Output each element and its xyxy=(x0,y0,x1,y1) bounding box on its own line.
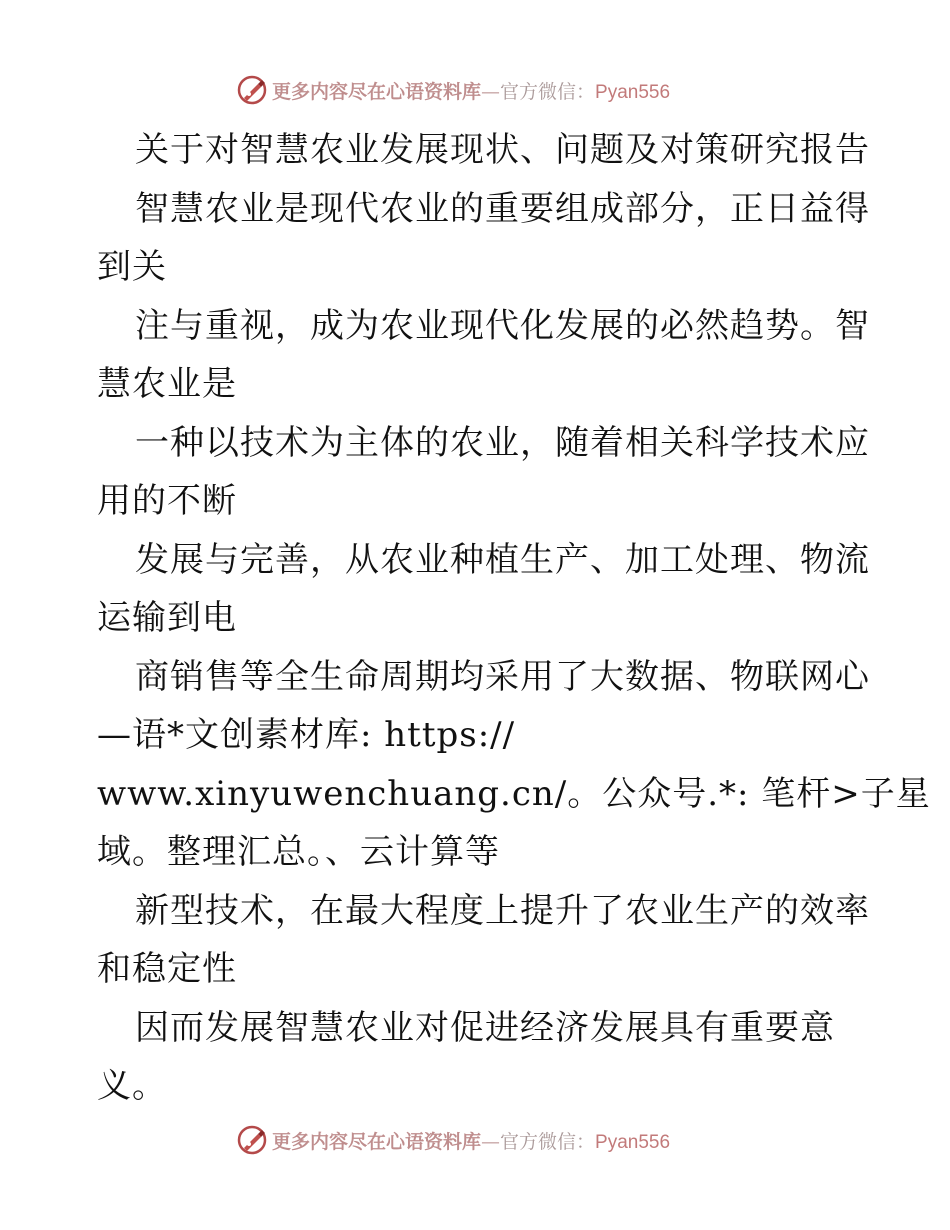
banner-dash: — xyxy=(481,1130,501,1153)
banner-text xyxy=(272,1127,670,1154)
banner-wechat-id: Pyan556 xyxy=(595,81,671,103)
paragraph-line: 义。 xyxy=(97,1066,167,1106)
paragraph-line: 智慧农业是现代农业的重要组成部分，正日益得 xyxy=(135,188,870,229)
banner-text xyxy=(272,77,670,104)
banner-brand: 更多内容尽在心语资料库 xyxy=(272,1130,482,1153)
paragraph-line: 发展与完善，从农业种植生产、加工处理、物流 xyxy=(135,539,870,580)
paragraph-line: 商销售等全生命周期均采用了大数据、物联网心 xyxy=(135,656,870,697)
paragraph-line: 到关 xyxy=(97,247,167,287)
pen-logo-icon xyxy=(236,1124,268,1156)
paragraph-line: 域。整理汇总。、云计算等 xyxy=(97,832,500,872)
paragraph-line: —语*文创素材库: https:// xyxy=(97,715,516,755)
header-watermark-banner xyxy=(236,72,670,108)
banner-wechat-id: Pyan556 xyxy=(595,1131,671,1153)
paragraph-line: 因而发展智慧农业对促进经济发展具有重要意 xyxy=(135,1007,835,1048)
document-title: 关于对智慧农业发展现状、问题及对策研究报告 xyxy=(135,130,870,170)
banner-wechat-label: 官方微信： xyxy=(500,1130,596,1153)
paragraph-line: 一种以技术为主体的农业，随着相关科学技术应 xyxy=(135,422,870,463)
paragraph-line: www.xinyuwenchuang.cn/。公众号.*: 笔杆>子星 xyxy=(97,773,931,814)
paragraph-line: 用的不断 xyxy=(97,481,237,521)
banner-wechat-label: 官方微信： xyxy=(500,80,596,103)
paragraph-line: 运输到电 xyxy=(97,598,237,638)
paragraph-line: 和稳定性 xyxy=(97,949,237,989)
paragraph-line: 新型技术，在最大程度上提升了农业生产的效率 xyxy=(135,890,870,931)
paragraph-line: 注与重视，成为农业现代化发展的必然趋势。智 xyxy=(135,305,870,346)
footer-watermark-banner xyxy=(236,1122,670,1158)
document-body xyxy=(97,121,931,1116)
banner-brand: 更多内容尽在心语资料库 xyxy=(272,80,482,103)
pen-logo-icon xyxy=(236,74,268,106)
paragraph-line: 慧农业是 xyxy=(97,364,237,404)
banner-dash: — xyxy=(481,80,501,103)
